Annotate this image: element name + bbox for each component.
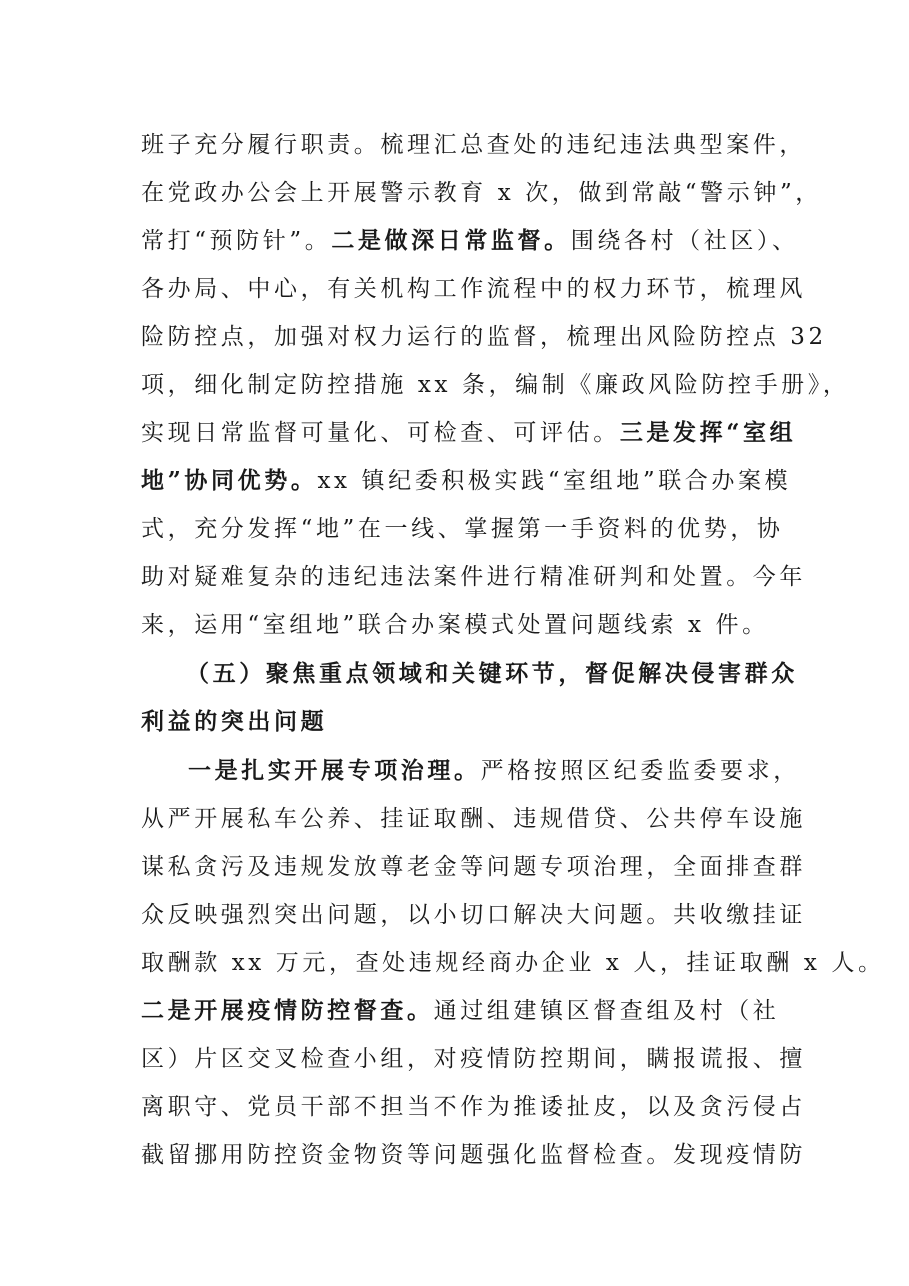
text-run: 险防控点，加强对权力运行的监督，梳理出风险防控点 32 bbox=[141, 324, 827, 350]
paragraph-line bbox=[141, 466, 801, 496]
paragraph-line bbox=[141, 1044, 806, 1074]
text-run: 离职守、党员干部不担当不作为推诿扯皮，以及贪污侵占 bbox=[141, 1094, 806, 1120]
text-run: 谋私贪污及违规发放尊老金等问题专项治理，全面排查群 bbox=[141, 854, 806, 880]
paragraph-line bbox=[141, 370, 850, 400]
section-heading bbox=[186, 659, 799, 689]
text-run: 各办局、中心，有关机构工作流程中的权力环节，梳理风 bbox=[141, 276, 806, 302]
text-run: 常打“预防针”。 bbox=[141, 228, 332, 254]
text-run: 班子充分履行职责。梳理汇总查处的违纪违法典型案件， bbox=[141, 132, 806, 158]
text-run: 截留挪用防控资金物资等问题强化监督检查。发现疫情防 bbox=[141, 1142, 806, 1168]
bold-lead-phrase: 地”协同优势。 bbox=[141, 467, 318, 494]
text-run: 项，细化制定防控措施 xx 条，编制《廉政风险防控手册》， bbox=[141, 372, 850, 398]
text-run: 众反映强烈突出问题，以小切口解决大问题。共收缴挂证 bbox=[141, 902, 806, 928]
paragraph-line bbox=[141, 610, 801, 640]
paragraph-line bbox=[188, 756, 801, 786]
bold-lead-phrase: 一是扎实开展专项治理。 bbox=[188, 757, 481, 784]
paragraph-line bbox=[141, 514, 801, 544]
paragraph-line bbox=[141, 274, 806, 304]
paragraph-line bbox=[141, 322, 827, 352]
heading-text: （五）聚焦重点领域和关键环节，督促解决侵害群众 bbox=[186, 660, 798, 687]
text-run: 围绕各村（社区）、 bbox=[570, 228, 799, 254]
text-run: 通过组建镇区督查组及村（社 bbox=[433, 998, 780, 1024]
paragraph-line bbox=[141, 852, 806, 882]
bold-lead-phrase: 三是发挥“室组 bbox=[619, 419, 797, 446]
paragraph-line bbox=[141, 130, 806, 160]
paragraph-line bbox=[141, 1092, 806, 1122]
text-run: 实现日常监督可量化、可检查、可评估。 bbox=[141, 420, 620, 446]
paragraph-line bbox=[141, 900, 806, 930]
text-run: 严格按照区纪委监委要求， bbox=[480, 758, 800, 784]
paragraph-line bbox=[141, 1140, 806, 1170]
text-run: 取酬款 xx 万元，查处违规经商办企业 x 人，挂证取酬 x 人。 bbox=[141, 950, 885, 976]
text-run: 式，充分发挥“地”在一线、掌握第一手资料的优势，协 bbox=[141, 516, 784, 542]
text-run: 在党政办公会上开展警示教育 x 次，做到常敲“警示钟”， bbox=[141, 180, 822, 206]
paragraph-line bbox=[141, 226, 801, 256]
paragraph-line bbox=[141, 996, 801, 1026]
heading-text: 利益的突出问题 bbox=[141, 708, 328, 735]
paragraph-line bbox=[141, 178, 822, 208]
bold-lead-phrase: 二是做深日常监督。 bbox=[331, 227, 571, 254]
paragraph-line bbox=[141, 804, 806, 834]
text-run: 区）片区交叉检查小组，对疫情防控期间，瞒报谎报、擅 bbox=[141, 1046, 806, 1072]
bold-lead-phrase: 二是开展疫情防控督查。 bbox=[141, 997, 434, 1024]
section-heading-cont bbox=[141, 707, 801, 737]
text-run: 助对疑难复杂的违纪违法案件进行精准研判和处置。今年 bbox=[141, 564, 806, 590]
text-run: 来，运用“室组地”联合办案模式处置问题线索 x 件。 bbox=[141, 612, 769, 638]
paragraph-line bbox=[141, 562, 806, 592]
text-run: xx 镇纪委积极实践“室组地”联合办案模 bbox=[317, 468, 792, 494]
paragraph-line bbox=[141, 418, 801, 448]
paragraph-line bbox=[141, 948, 885, 978]
text-run: 从严开展私车公养、挂证取酬、违规借贷、公共停车设施 bbox=[141, 806, 806, 832]
